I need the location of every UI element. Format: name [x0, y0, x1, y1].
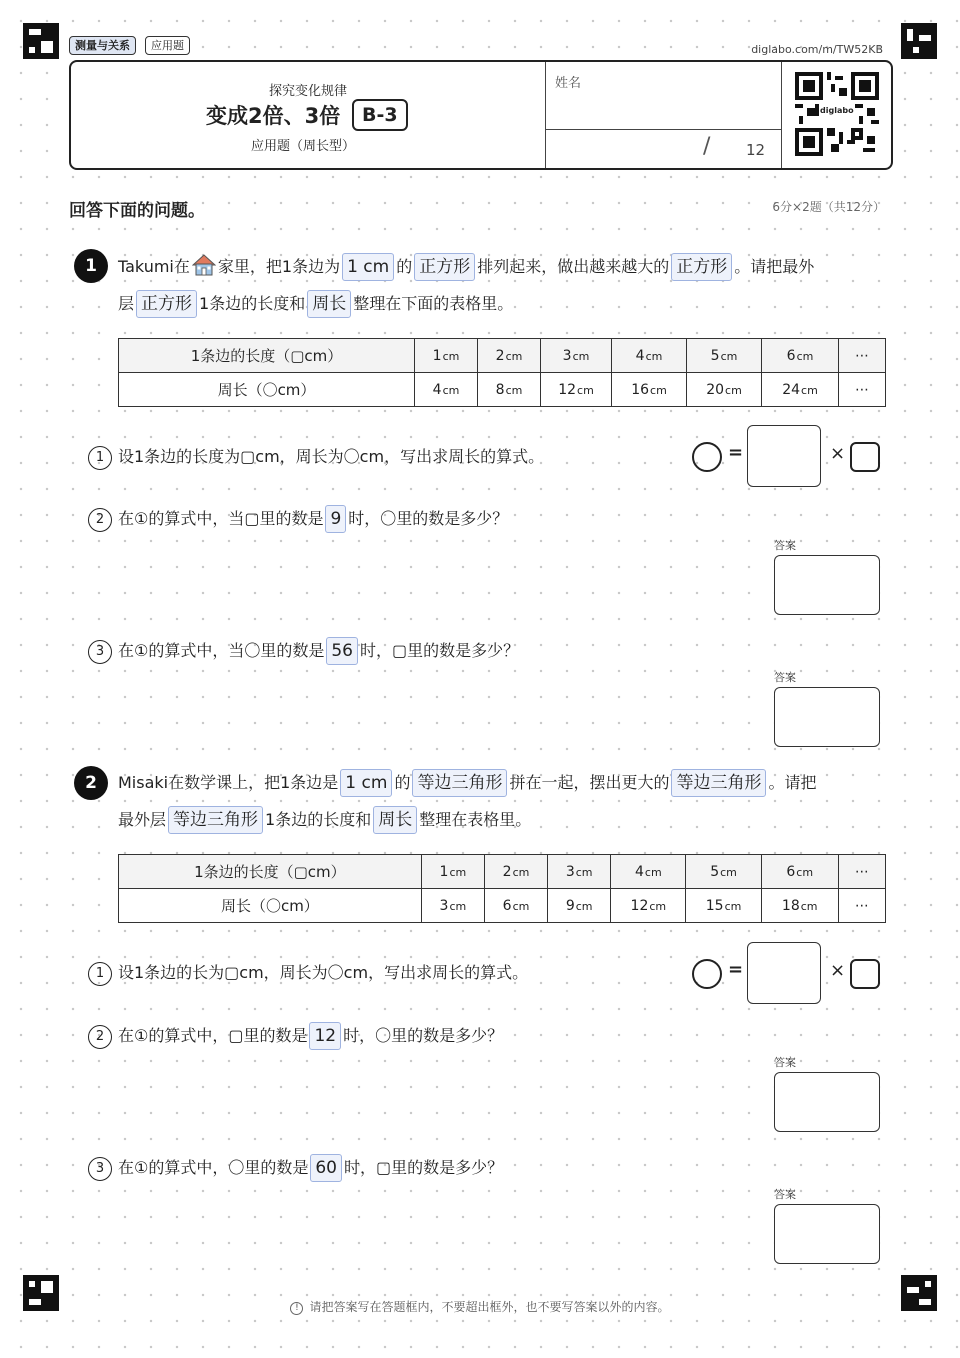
table-row — [119, 855, 886, 889]
info-icon: ! — [290, 1302, 303, 1315]
table-cell: 2cm — [478, 339, 541, 373]
table-row-label: 周长（〇cm） — [119, 373, 415, 407]
header-divider — [545, 129, 781, 130]
sub-question-text: 在①的算式中，当▢里的数是 — [118, 509, 324, 528]
table-cell: 5cm — [686, 855, 761, 889]
answer-label: 答案 — [774, 1056, 796, 1069]
table-row-label: 周长（〇cm） — [119, 889, 422, 923]
highlight-term: 1 cm — [342, 253, 394, 281]
formula-answer-box[interactable] — [747, 942, 821, 1004]
sub-question-number: 3 — [88, 1157, 112, 1181]
square-symbol — [850, 959, 880, 989]
sub-question — [88, 1154, 503, 1180]
text-span: 1条边的长度和 — [199, 294, 306, 313]
answer-area — [774, 670, 880, 747]
text-span: 拼在一起，摆出更大的 — [509, 773, 670, 792]
problem-number: 1 — [74, 249, 108, 283]
answer-label: 答案 — [774, 1188, 796, 1201]
circle-symbol — [692, 442, 722, 472]
sub-question-number: 2 — [88, 1025, 112, 1049]
table-cell: 1cm — [421, 855, 484, 889]
score-slash: / — [703, 134, 711, 159]
sub-question-number: 3 — [88, 640, 112, 664]
problem-2-line-2 — [118, 801, 888, 838]
corner-marker-top-left — [23, 23, 59, 59]
level-code: B-3 — [352, 99, 408, 131]
formula-answer — [692, 425, 882, 487]
sub-question-number: 1 — [88, 962, 112, 986]
problem-1-text — [118, 248, 878, 322]
table-row — [119, 339, 886, 373]
sub-question — [88, 505, 508, 531]
table-cell: 12cm — [611, 889, 686, 923]
section-name: 探究变化规律 — [269, 84, 348, 99]
table-row — [119, 373, 886, 407]
table-cell: 16cm — [612, 373, 687, 407]
table-cell: 18cm — [761, 889, 838, 923]
score-total: 12 — [746, 141, 766, 159]
text-span: 1条边的长度和 — [265, 810, 372, 829]
table-cell: 3cm — [541, 339, 612, 373]
table-cell: 9cm — [548, 889, 611, 923]
table-cell: 8cm — [478, 373, 541, 407]
table-cell: 12cm — [541, 373, 612, 407]
equals-sign: = — [728, 442, 744, 463]
sub-question-text: 设1条边的长度为▢cm，周长为〇cm，写出求周长的算式。 — [118, 447, 545, 466]
answer-area — [774, 1187, 880, 1264]
sub-question-text: 设1条边的长为▢cm，周长为〇cm，写出求周长的算式。 — [118, 963, 529, 982]
instructions: 回答下面的问题。 — [69, 201, 205, 221]
text-span: 的 — [396, 257, 413, 276]
table-row-label: 1条边的长度（▢cm） — [119, 339, 415, 373]
text-span: Misaki在数学课上，把1条边是 — [118, 773, 339, 792]
problem-1-line-2 — [118, 285, 878, 322]
text-span: 。请把 — [768, 773, 817, 792]
answer-box[interactable] — [774, 555, 880, 615]
table-cell: 2cm — [484, 855, 547, 889]
answer-box[interactable] — [774, 687, 880, 747]
answer-box[interactable] — [774, 1072, 880, 1132]
problem-2-text — [118, 764, 888, 838]
equals-sign: = — [728, 959, 744, 980]
text-span: 。请把最外 — [734, 257, 815, 276]
table-row-label: 1条边的长度（▢cm） — [119, 855, 422, 889]
table-cell-ellipsis: ⋯ — [838, 889, 885, 923]
highlight-term: 等边三角形 — [168, 806, 263, 834]
answer-box[interactable] — [774, 1204, 880, 1264]
highlight-term: 等边三角形 — [671, 769, 766, 797]
sub-question-number: 2 — [88, 508, 112, 532]
worksheet-subtitle: 应用题（周长型） — [251, 139, 356, 154]
table-cell: 24cm — [762, 373, 839, 407]
sub-question-text: 时，▢里的数是多少？ — [360, 641, 520, 660]
table-cell: 6cm — [484, 889, 547, 923]
highlight-value: 12 — [309, 1022, 341, 1050]
sub-question-number: 1 — [88, 446, 112, 470]
sub-question-text: 时，〇里的数是多少？ — [348, 509, 509, 528]
sub-question — [88, 1022, 503, 1048]
table-cell: 4cm — [415, 373, 478, 407]
text-span: 最外层 — [118, 810, 167, 829]
table-row — [119, 889, 886, 923]
square-symbol — [850, 442, 880, 472]
answer-label: 答案 — [774, 671, 796, 684]
text-span: 层 — [118, 294, 135, 313]
circle-symbol — [692, 959, 722, 989]
table-cell: 6cm — [762, 339, 839, 373]
answer-label: 答案 — [774, 539, 796, 552]
table-cell: 15cm — [686, 889, 761, 923]
sub-question-text: 在①的算式中，▢里的数是 — [118, 1026, 308, 1045]
footer-text: 请把答案写在答题框内，不要超出框外，也不要写答案以外的内容。 — [309, 1300, 670, 1314]
sub-question-text: 在①的算式中，当〇里的数是 — [118, 641, 325, 660]
sub-question-text: 时，▢里的数是多少？ — [344, 1158, 504, 1177]
name-label: 姓名 — [555, 76, 582, 91]
table-cell: 3cm — [421, 889, 484, 923]
times-sign: × — [830, 960, 846, 981]
highlight-term: 周长 — [307, 290, 351, 318]
text-span: Takumi在 — [118, 257, 190, 276]
table-cell: 1cm — [415, 339, 478, 373]
header-divider — [781, 62, 782, 168]
sub-question-text: 时，〇里的数是多少？ — [343, 1026, 504, 1045]
sub-question — [88, 960, 528, 986]
problem-2-line-1 — [118, 764, 888, 801]
highlight-term: 正方形 — [136, 290, 197, 318]
times-sign: × — [830, 443, 846, 464]
corner-marker-top-right — [901, 23, 937, 59]
highlight-term: 1 cm — [340, 769, 392, 797]
table-cell-ellipsis: ⋯ — [839, 339, 886, 373]
sub-question — [88, 444, 544, 470]
page-url[interactable]: diglabo.com/m/TW52KB — [751, 43, 883, 56]
table-cell-ellipsis: ⋯ — [839, 373, 886, 407]
table-cell: 6cm — [761, 855, 838, 889]
category-tag: 测量与关系 — [69, 36, 136, 55]
highlight-term: 周长 — [373, 806, 417, 834]
sub-question — [88, 637, 519, 663]
highlight-term: 等边三角形 — [412, 769, 507, 797]
highlight-term: 正方形 — [671, 253, 732, 281]
text-span: 排列起来，做出越来越大的 — [477, 257, 670, 276]
text-span: 整理在下面的表格里。 — [353, 294, 514, 313]
highlight-value: 56 — [326, 637, 358, 665]
house-icon — [192, 254, 216, 276]
table-cell-ellipsis: ⋯ — [838, 855, 885, 889]
answer-area — [774, 538, 880, 615]
type-tag: 应用题 — [145, 36, 190, 55]
formula-answer — [692, 942, 882, 1004]
table-cell: 4cm — [611, 855, 686, 889]
sub-question-text: 在①的算式中，〇里的数是 — [118, 1158, 309, 1177]
text-span: 家里，把1条边为 — [217, 257, 341, 276]
name-field[interactable] — [546, 92, 780, 128]
highlight-value: 60 — [310, 1154, 342, 1182]
footer-note — [0, 1298, 960, 1315]
text-span: 的 — [394, 773, 411, 792]
highlight-term: 正方形 — [414, 253, 475, 281]
points-info: 6分×2题（共12分） — [772, 200, 885, 214]
formula-answer-box[interactable] — [747, 425, 821, 487]
table-cell: 3cm — [548, 855, 611, 889]
worksheet-title: 变成2倍、3倍 — [206, 104, 341, 128]
problem-2-table — [118, 854, 886, 923]
text-span: 整理在表格里。 — [419, 810, 532, 829]
table-cell: 4cm — [612, 339, 687, 373]
qr-code[interactable] — [795, 72, 879, 156]
qr-brand-label: diglabo — [820, 106, 854, 115]
highlight-value: 9 — [325, 505, 346, 533]
table-cell: 20cm — [687, 373, 762, 407]
answer-area — [774, 1055, 880, 1132]
problem-1-line-1 — [118, 248, 878, 285]
table-cell: 5cm — [687, 339, 762, 373]
worksheet-header — [69, 60, 893, 170]
problem-number: 2 — [74, 766, 108, 800]
problem-1-table — [118, 338, 886, 407]
